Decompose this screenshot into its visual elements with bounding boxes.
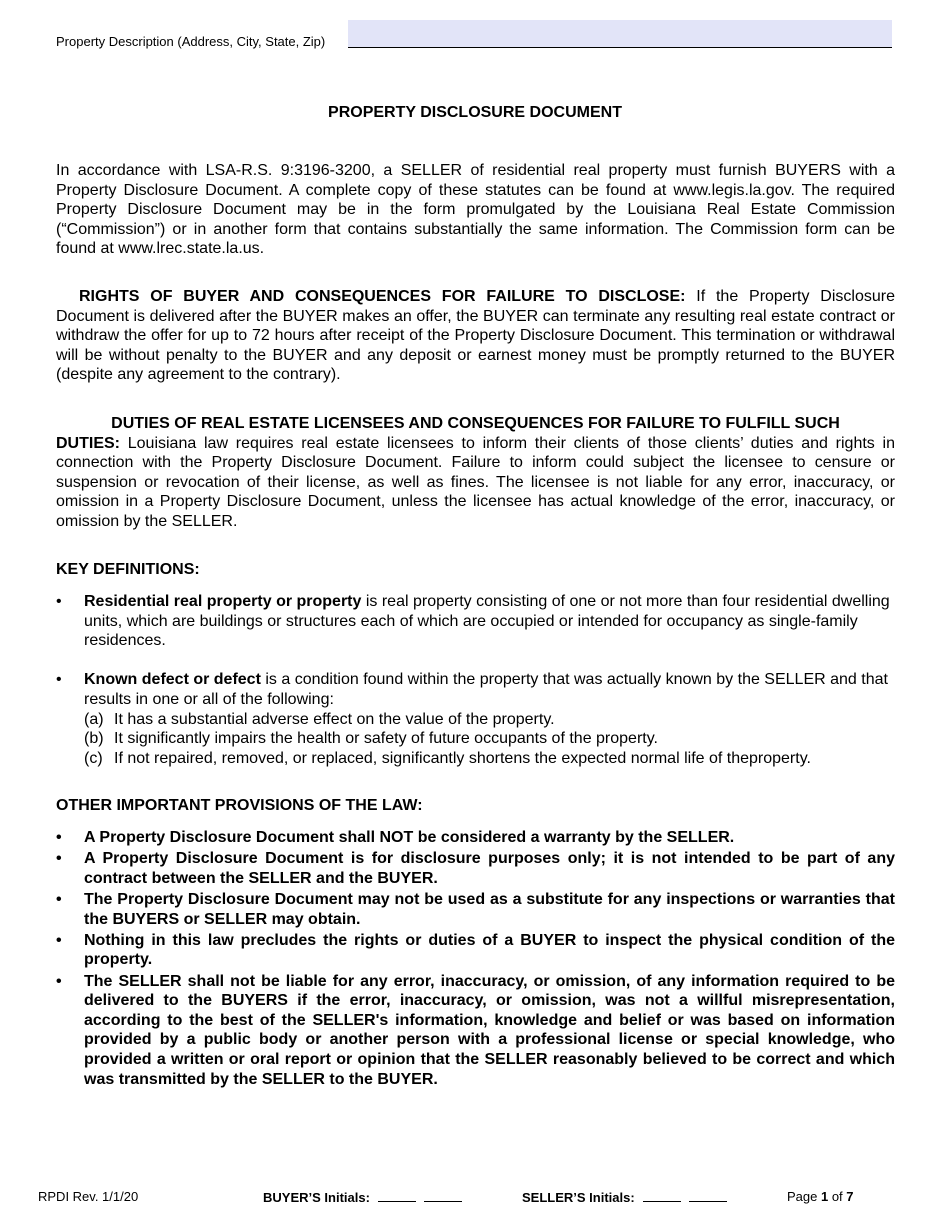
provisions-list (56, 828, 895, 1089)
sub-item (56, 729, 895, 749)
sub-item-text: It has a substantial adverse effect on the value of the property. (114, 710, 555, 728)
list-item (56, 828, 895, 848)
seller-initials-field-1[interactable] (643, 1189, 681, 1202)
provision-text: Nothing in this law precludes the rights or duties of a BUYER to inspect the physical condition of the property. (84, 931, 895, 969)
duties-text: Louisiana law requires real estate licensees to inform their clients of those clients’ duties and rights in connection with the Property Disclosure Document. Failure to inform could subject the licensee to censure or suspension or revocation of their license, as well as fines. The licensee is not liable for any error, inaccuracy, or omission in a Property Disclosure Document, unless the licensee has actual knowledge of the error, inaccuracy, or omission by the SELLER. (56, 434, 895, 530)
definition-text: is real property consisting of one or not more than four residential dwelling units, which are buildings or structures each of which are occupied or intended for occupancy as single-family residences. (84, 593, 890, 650)
buyer-initials (263, 1189, 462, 1205)
rights-heading: RIGHTS OF BUYER AND CONSEQUENCES FOR FAILURE TO DISCLOSE: (79, 288, 686, 305)
list-item (56, 890, 895, 929)
page-current: 1 (820, 1189, 829, 1204)
provision-text: A Property Disclosure Document shall NOT be considered a warranty by the SELLER. (84, 829, 735, 846)
bullet-icon: • (56, 972, 62, 990)
list-item (56, 849, 895, 888)
list-item (56, 931, 895, 970)
duties-section (56, 414, 895, 532)
sub-item-label: (c) (84, 749, 103, 767)
key-definitions-list (56, 592, 895, 768)
definition-term: Known defect or defect (84, 671, 261, 689)
buyer-initials-field-1[interactable] (378, 1189, 416, 1202)
definition-text: is a condition found within the property that was actually known by the SELLER and that results in one or all of the following: (84, 671, 888, 708)
page-prefix: Page (787, 1189, 821, 1204)
seller-initials-label: SELLER’S Initials: (522, 1190, 635, 1205)
sub-item-text: If not repaired, removed, or replaced, significantly shortens the expected normal life of theproperty. (114, 749, 811, 767)
buyer-initials-label: BUYER’S Initials: (263, 1190, 370, 1205)
intro-paragraph: In accordance with LSA-R.S. 9:3196-3200, a SELLER of residential real property must furnish BUYERS with a Property Disclosure Document. A complete copy of these statutes can be found at www.legis.la.gov. The required Property Disclosure Document may be in the form promulgated by the Louisiana Real Estate Commission (“Commission”) or in another form that contains substantially the same information. The Commission form can be found at www.lrec.state.la.us. (56, 162, 895, 258)
key-definitions-heading: KEY DEFINITIONS: (56, 561, 200, 578)
revision-label: RPDI Rev. 1/1/20 (38, 1189, 139, 1204)
duties-paragraph (56, 434, 895, 532)
sub-item-label: (b) (84, 730, 104, 748)
rights-text: If the Property Disclosure Document is delivered after the BUYER makes an offer, the BUYER can terminate any resulting real estate contract or withdraw the offer for up to 72 hours after receipt of the Property Disclosure Document. This termination or withdrawal will be without penalty to the BUYER and any deposit or earnest money must be promptly returned to the BUYER (despite any agreement to the contrary). (56, 288, 895, 384)
duties-heading: DUTIES OF REAL ESTATE LICENSEES AND CONSEQUENCES FOR FAILURE TO FULFILL SUCH (111, 415, 840, 432)
sub-item-label: (a) (84, 710, 104, 728)
duties-heading-cont: DUTIES: (56, 434, 120, 452)
sub-item-text: It significantly impairs the health or safety of future occupants of the property. (114, 730, 658, 748)
page-total: 7 (846, 1189, 854, 1204)
sub-item (56, 710, 895, 730)
list-item (56, 592, 895, 651)
bullet-icon: • (56, 890, 62, 908)
provision-text: The SELLER shall not be liable for any error, inaccuracy, or omission, of any information required to be delivered to the BUYERS if the error, inaccuracy, or omission, was not a willful misrepresentation, according to the best of the SELLER's information, knowledge and belief or was based on information provided by a public body or another person with a professional license or special knowledge, who provided a written or oral report or opinion that the SELLER reasonably believed to be correct and which was transmitted by the SELLER to the BUYER. (84, 972, 895, 1088)
seller-initials-field-2[interactable] (689, 1189, 727, 1202)
bullet-icon: • (56, 671, 62, 689)
sub-item (56, 749, 895, 769)
provision-text: A Property Disclosure Document is for disclosure purposes only; it is not intended to be part of any contract between the SELLER and the BUYER. (84, 850, 895, 887)
page-number (787, 1189, 854, 1204)
buyer-initials-field-2[interactable] (424, 1189, 462, 1202)
provision-text: The Property Disclosure Document may not be used as a substitute for any inspections or warranties that the BUYERS or SELLER may obtain. (84, 890, 895, 928)
page-of: of (828, 1189, 847, 1204)
list-item (56, 670, 895, 709)
property-description-label: Property Description (Address, City, State, Zip) (56, 34, 326, 49)
bullet-icon: • (56, 829, 62, 846)
bullet-icon: • (56, 850, 62, 868)
property-description-row (56, 18, 892, 50)
bullet-icon: • (56, 931, 62, 949)
rights-paragraph (56, 287, 895, 385)
provisions-heading: OTHER IMPORTANT PROVISIONS OF THE LAW: (56, 797, 423, 814)
page-title: PROPERTY DISCLOSURE DOCUMENT (328, 104, 622, 121)
list-item (56, 972, 895, 1090)
bullet-icon: • (56, 593, 62, 610)
seller-initials (522, 1189, 727, 1205)
property-description-input[interactable] (348, 20, 892, 48)
definition-term: Residential real property or property (84, 593, 362, 610)
